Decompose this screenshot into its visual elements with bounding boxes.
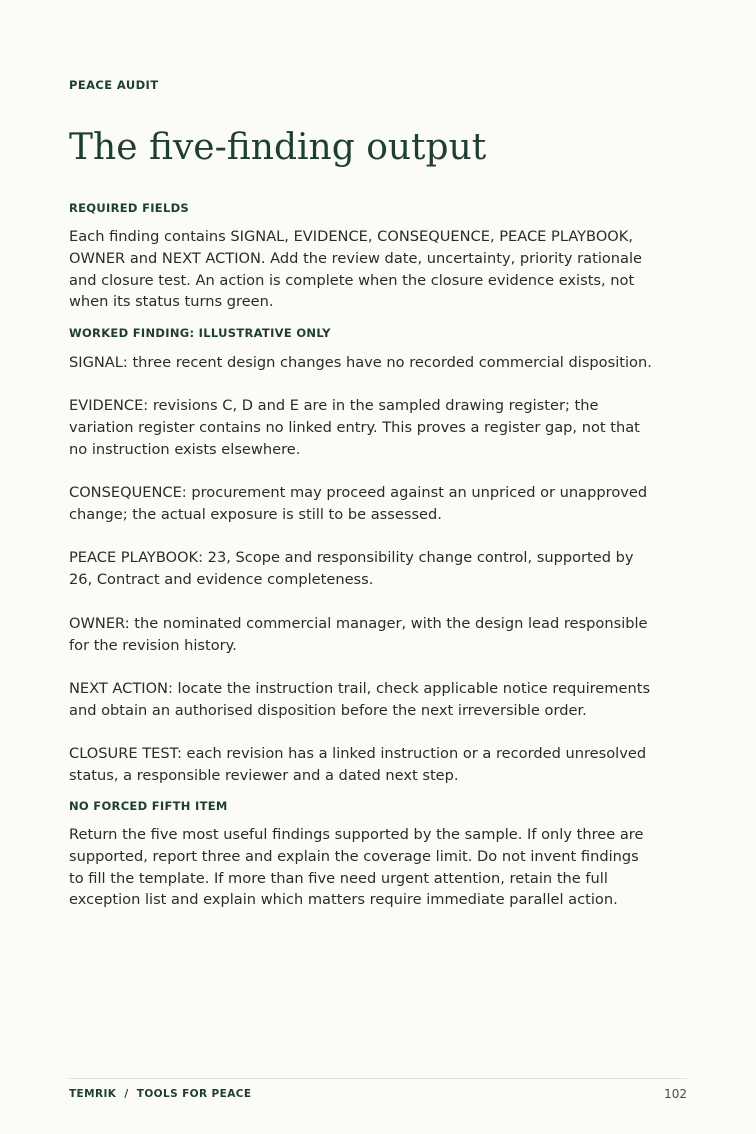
paragraph-line: Return the five most useful findings supported by the sample. If only three are <box>69 826 644 843</box>
paragraph-line: EVIDENCE: revisions C, D and E are in the sampled drawing register; the <box>69 397 599 414</box>
paragraph-line: and obtain an authorised disposition before the next irreversible order. <box>69 701 587 719</box>
no-forced-fifth-label: NO FORCED FIFTH ITEM <box>69 799 228 813</box>
paragraph-line: Each finding contains SIGNAL, EVIDENCE, CONSEQUENCE, PEACE PLAYBOOK, <box>69 228 633 245</box>
footer-divider <box>69 1078 687 1079</box>
paragraph-line: CLOSURE TEST: each revision has a linked instruction or a recorded unresolved <box>69 745 647 762</box>
paragraph-line: change; the actual exposure is still to be assessed. <box>69 505 442 523</box>
paragraph-line: OWNER and NEXT ACTION. Add the review date, uncertainty, priority rationale <box>69 249 643 267</box>
paragraph-line: SIGNAL: three recent design changes have no recorded commercial disposition. <box>69 354 652 371</box>
paragraph-line: no instruction exists elsewhere. <box>69 440 301 458</box>
paragraph-line: NEXT ACTION: locate the instruction trail, check applicable notice requirements <box>69 680 651 697</box>
document-page <box>69 0 687 1134</box>
finding-signal <box>69 352 691 374</box>
paragraph-line: OWNER: the nominated commercial manager, with the design lead responsible <box>69 615 648 632</box>
paragraph-line: supported, report three and explain the coverage limit. Do not invent findings <box>69 847 639 865</box>
page-title: The five-finding output <box>69 127 487 168</box>
paragraph-line: when its status turns green. <box>69 293 274 311</box>
paragraph-line: CONSEQUENCE: procurement may proceed against an unpriced or unapproved <box>69 484 648 501</box>
paragraph-line: PEACE PLAYBOOK: 23, Scope and responsibility change control, supported by <box>69 549 634 566</box>
required-fields-paragraph <box>69 226 691 313</box>
required-fields-label: REQUIRED FIELDS <box>69 201 190 215</box>
finding-evidence <box>69 395 691 460</box>
finding-playbook <box>69 547 691 591</box>
finding-next-action <box>69 678 691 722</box>
paragraph-line: and closure test. An action is complete when the closure evidence exists, not <box>69 271 635 289</box>
paragraph-line: for the revision history. <box>69 636 237 654</box>
paragraph-line: exception list and explain which matters require immediate parallel action. <box>69 891 618 909</box>
finding-owner <box>69 613 691 657</box>
finding-consequence <box>69 482 691 526</box>
footer-running-title: TEMRIK / TOOLS FOR PEACE <box>69 1088 252 1100</box>
paragraph-line: 26, Contract and evidence completeness. <box>69 570 374 588</box>
no-forced-fifth-paragraph <box>69 824 691 911</box>
section-kicker: PEACE AUDIT <box>69 78 159 92</box>
paragraph-line: status, a responsible reviewer and a dated next step. <box>69 766 459 784</box>
paragraph-line: variation register contains no linked entry. This proves a register gap, not that <box>69 418 640 436</box>
paragraph-line: to fill the template. If more than five need urgent attention, retain the full <box>69 869 608 887</box>
page-number: 102 <box>664 1087 687 1101</box>
worked-finding-label: WORKED FINDING: ILLUSTRATIVE ONLY <box>69 326 331 340</box>
finding-closure-test <box>69 743 691 787</box>
